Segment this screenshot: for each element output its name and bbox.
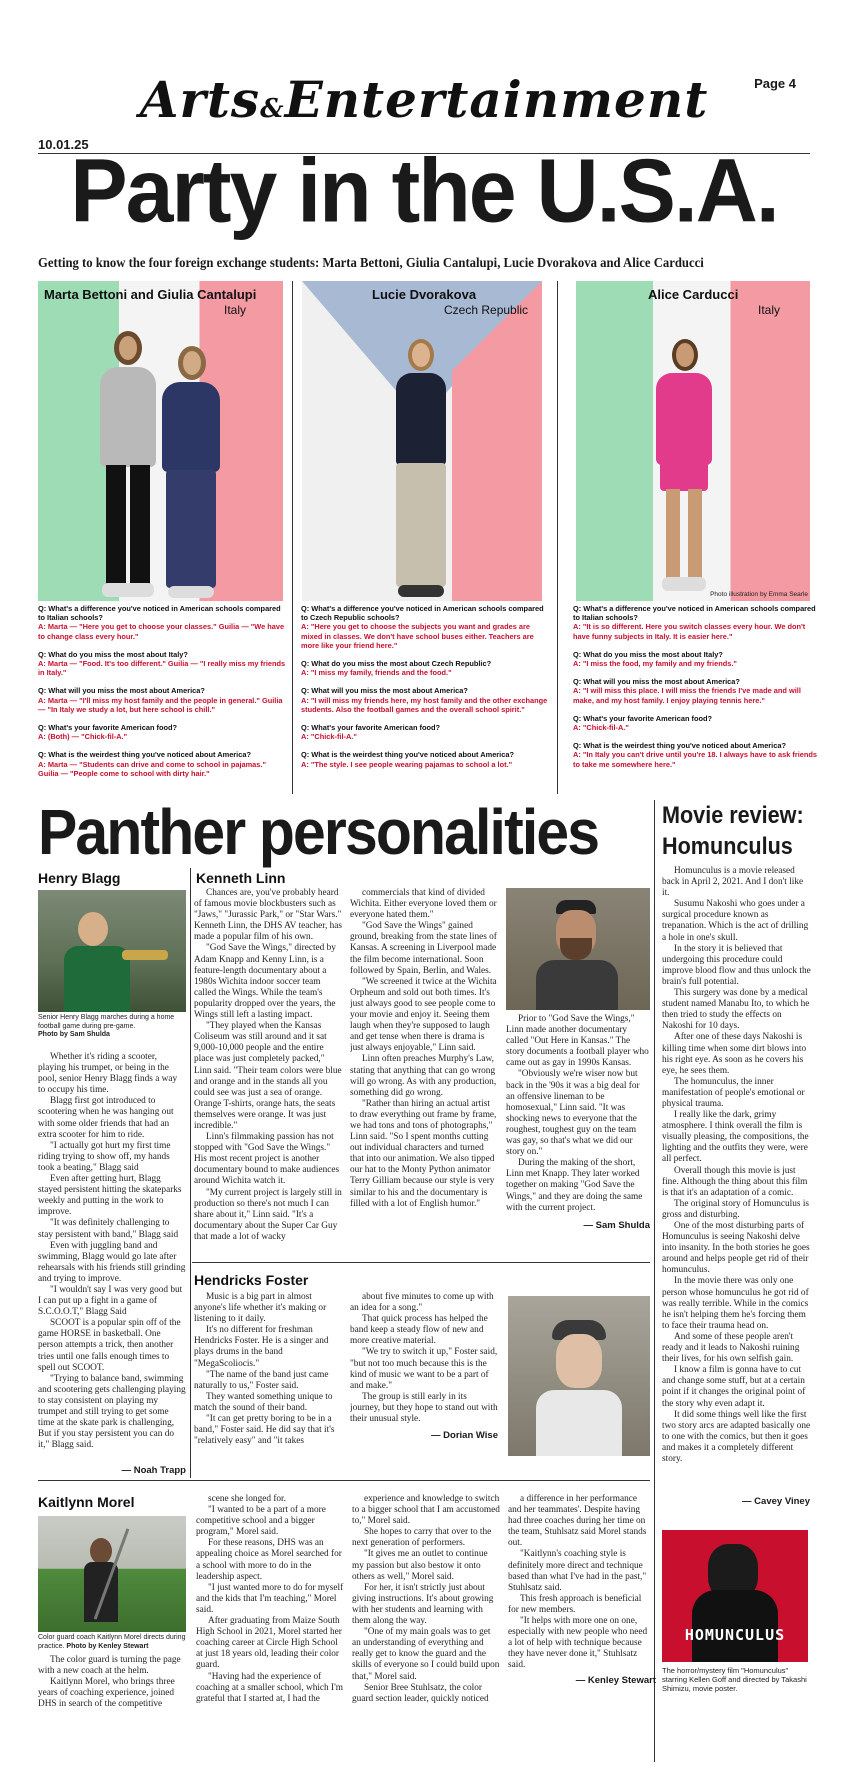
article-movie-review [662,866,812,1496]
student-photo-giulia [158,346,224,601]
qa-question: Q: What's your favorite American food? [573,713,713,723]
paragraph: After graduating from Maize South High School in 2021, Morel started her coaching career at Circle High School at just 18 years old, leading their color guard. [196,1616,342,1671]
paragraph: commercials that kind of divided Wichita. Either everyone loved them or everyone hated them." [350,888,497,921]
qa-italy-pair [38,604,288,787]
qa-question: Q: What's a difference you've noticed in American schools compared to Italian schools? [573,604,816,623]
paragraph: scene she longed for. [208,1494,286,1504]
paragraph: Overall though this movie is just fine. Although the thing about this film is that it's an adaptation of a comic. [662,1165,808,1198]
paragraph: One of the most disturbing parts of Homunculus is seeing Nakoshi delve into insanity. In the both stories he goes around and helps people get rid of their homunculus. [662,1221,810,1276]
paragraph: The group is still early in its journey, but they hope to stand out with their unusual style. [350,1391,498,1424]
qa-answer: A: "Here you get to choose the subjects you want and grades are mixed in classes. We don't have school buses either. Teachers are more like your friend here." [301,622,534,650]
section-title-panther-personalities: Panther personalities [38,796,599,868]
paragraph: Chances are, you've probably heard of famous movie blockbusters such as "Jaws," "Jurassic Park," or "Star Wars." Kenneth Linn, the DHS AV teacher, has made a popular film of his own. [194,888,342,943]
qa-answer: A: "I will miss this place. I will miss the friends I've made and will make, and my host family. I enjoy playing tennis here." [573,686,801,705]
photo-credit: Photo by Kenley Stewart [66,1642,149,1650]
paragraph: This fresh approach is beneficial for new members. [508,1593,642,1615]
movie-review-label: Movie review: [662,802,804,829]
masthead-entertainment: Entertainment [284,70,709,129]
paragraph: "The name of the band just came naturally to us," Foster said. [194,1369,329,1391]
panel-country: Italy [224,303,247,317]
student-photo-marta [96,331,160,601]
article-kaitlynn-col0 [38,1655,186,1765]
photo-hendricks-foster [508,1296,650,1456]
panel-name: Lucie Dvorakova [372,287,477,302]
article-kaitlynn-col1 [196,1494,344,1764]
article-kaitlynn-col3 [508,1494,650,1674]
qa-answer: A: "The style. I see people wearing pajamas to school a lot." [301,759,513,769]
paragraph: "One of my main goals was to get an understanding of everything and really get to know the guard and the skills of everyone so I could build upon that," Morel said. [352,1627,500,1682]
article-kaitlynn-col2 [352,1494,500,1764]
caption-henry-blagg [38,1014,188,1040]
qa-answer: A: "I miss the food, my family and my friends." [573,659,737,669]
masthead-arts: Arts [139,70,261,129]
panel-country: Italy [758,303,781,317]
byline-kenneth-linn: — Sam Shulda [583,1220,650,1231]
paragraph: I know a film is gonna have to cut and change some stuff, but at a certain point if it changes the original point of the story why even adapt it. [662,1365,806,1409]
paragraph: "Trying to balance band, swimming and scootering gets challenging playing to stay consistent on playing my trumpet and still trying to get some time at the skate park is challenging, But if you stay persistent you can do it," Blagg said. [38,1373,186,1451]
column-divider [292,281,293,794]
byline-movie-review: — Cavey Viney [742,1496,810,1507]
section-rule [38,1480,650,1481]
qa-question: Q: What will you miss the most about America? [38,686,205,696]
qa-answer: A: "Chick-fil-A." [301,732,357,742]
deck: Getting to know the four foreign exchange students: Marta Bettoni, Giulia Cantalupi, Lucie Dvorakova and Alice Carducci [38,255,704,270]
paragraph: "God Save the Wings," directed by Adam Knapp and Kenny Linn, is a feature-length documentary about a 1980s Wichita indoor soccer team called the Wings. While the team's popularity dropped over the years, the Wings still left a lasting impact. [194,943,336,1021]
byline-henry-blagg: — Noah Trapp [121,1465,186,1476]
paragraph: "Obviously we're wiser now but back in the '90s it was a big deal for an offensive lineman to be homosexual," Linn said. "It was shocking news to everyone that the roughest, toughest guy on the team was gay, so that's what we did our story on." [506,1069,640,1158]
panel-name: Marta Bettoni and Giulia Cantalupi [44,287,257,302]
paragraph: Homunculus is a movie released back in April 2, 2021. And I don't like it. [662,866,804,899]
qa-question: Q: What is the weirdest thing you've noticed about America? [301,750,514,760]
qa-answer: A: "In Italy you can't drive until you're 18. I always have to ask friends to take me somewhere here." [573,750,818,769]
subhead-kenneth-linn: Kenneth Linn [196,870,286,886]
paragraph: Music is a big part in almost anyone's life whether it's making or listening to it daily. [194,1292,327,1325]
paragraph: Linn's filmmaking passion has not stopped with "God Save the Wings." His most recent project is another documentary bound to make audiences around Wichita watch it. [194,1132,340,1187]
caption-movie-poster: The horror/mystery film "Homunculus" starring Kellen Goff and directed by Takashi Shimizu, movie poster. [662,1666,807,1693]
photo-illustration-credit: Photo illustration by Emma Searle [710,591,808,598]
qa-answer: A: "I will miss my friends here, my host family and the other exchange students. Also the football games and the overall school spirit." [301,695,548,714]
paragraph: For her, it isn't strictly just about giving instructions. It's about growing with her students and learning with them along the way. [352,1582,494,1627]
paragraph: "It was definitely challenging to stay persistent with band," Blagg said [38,1218,179,1240]
subhead-kaitlynn-morel: Kaitlynn Morel [38,1494,135,1510]
qa-question: Q: What's a difference you've noticed in American schools compared to Czech Republic schools? [301,604,544,623]
byline-kaitlynn-morel: — Kenley Stewart [575,1675,656,1686]
paragraph: "It can get pretty boring to be in a band," Foster said. He did say that it's "relatively easy" and "it takes [194,1414,335,1447]
paragraph: In the movie there was only one person whose homunculus he got rid of was really terrible. While in the comics he isn't helping them he's forcing them to face their trauma head on. [662,1276,809,1331]
paragraph: She hopes to carry that over to the next generation of performers. [352,1527,492,1549]
paragraph: "We try to switch it up," Foster said, "but not too much because this is the kind of music we want to be a part of and make." [350,1347,498,1391]
paragraph: Even after getting hurt, Blagg stayed persistent hitting the skateparks weekly and putting in the work to improve. [38,1174,182,1218]
paragraph: After one of these days Nakoshi is killing time when some dirt blows into his right eye. As soon as he covers his eye, he sees them. [662,1032,807,1076]
paragraph: It did some things well like the first two story arcs are adapted basically one to one with the comics, but then it goes and makes it a completely different story. [662,1409,811,1464]
masthead-ampersand: & [260,94,285,124]
paragraph: They wanted something unique to match the sound of their band. [194,1391,333,1413]
movie-review-title [662,800,804,862]
qa-question: Q: What is the weirdest thing you've noticed about America? [573,741,786,751]
paragraph: The color guard is turning the page with a new coach at the helm. [38,1655,181,1677]
panel-italy-pair [38,281,283,601]
paragraph: "My current project is largely still in production so there's not much I can share about it," Linn said. "It's a documentary about the Super Car Guy that made a lot of wacky [194,1187,342,1242]
qa-italy-alice [573,604,819,778]
qa-czech [301,604,551,778]
qa-question: Q: What's your favorite American food? [38,723,178,733]
paragraph: "It helps with more one on one, especially with new people who need a lot of help with technique because they have never done it," Stuhlsatz said. [508,1616,648,1671]
panel-italy-alice [576,281,810,601]
subhead-henry-blagg: Henry Blagg [38,870,121,886]
panel-name: Alice Carducci [648,287,739,302]
paragraph: The homunculus, the inner manifestation of people's emotional or physical trauma. [662,1076,805,1109]
paragraph: experience and knowledge to switch to a bigger school that I am accustomed to," Morel said. [352,1494,500,1527]
qa-answer: A: Marta — "I'll miss my host family and the people in general." Guilia — "In Italy we study a lot, but here school is chill." [38,695,283,714]
photo-henry-blagg [38,890,186,1012]
masthead [0,70,848,129]
paragraph: Prior to "God Save the Wings," Linn made another documentary called "Out Here in Kansas." The story documents a football player who came out as gay in 1990s Kansas. [506,1014,649,1069]
paragraph: "I just wanted more to do for myself and the kids that I'm teaching," Morel said. [196,1582,344,1615]
qa-question: Q: What's a difference you've noticed in American schools compared to Italian schools? [38,604,281,623]
byline-hendricks-foster: — Dorian Wise [431,1430,498,1441]
paragraph: "I actually got hurt my first time riding trying to show off, my hands took a beating," Blagg said [38,1140,171,1173]
movie-review-film: Homunculus [662,833,793,860]
poster-title: HOMUNCULUS [684,1626,786,1644]
page-number: Page 4 [754,76,796,91]
paragraph: I really like the dark, grimy atmosphere. I think overall the film is visually pleasing, the compositions, the lighting and the outfits they were, were all perfect. [662,1110,809,1165]
article-henry-blagg [38,1052,186,1460]
paragraph: "I wanted to be a part of a more competitive school and a bigger program," Morel said. [196,1505,326,1538]
paragraph: During the making of the short, Linn met Knapp. They later worked together on making "God Save the Wings," and they are doing the same with the current project. [506,1158,643,1213]
qa-question: Q: What is the weirdest thing you've noticed about America? [38,750,251,760]
qa-question: Q: What will you miss the most about America? [301,686,468,696]
qa-answer: A: (Both) — "Chick-fil-A." [38,732,128,742]
paragraph: Linn often preaches Murphy's Law, stating that anything that can go wrong will go wrong. As with any production, something did go wrong. [350,1054,497,1098]
qa-question: Q: What do you miss the most about Italy? [573,649,723,659]
caption-text: Color guard coach Kaitlynn Morel directs during practice. [38,1634,186,1650]
paragraph: This surgery was done by a medical student named Manabu Ito, to which he then tried to study the effects on Nakoshi for 10 days. [662,988,810,1032]
qa-answer: A: Marta — "Students can drive and come to school in pajamas." Guilia — "People come to school with dirty hair." [38,759,266,778]
paragraph: SCOOT is a popular spin off of the game HORSE in basketball. One person attempts a trick, then another tries until one falls enough times to spell out SCOOT. [38,1318,181,1373]
paragraph: "They played when the Kansas Coliseum was still around and it sat 9,000-10,000 people and the entire place was just completely packed," Linn said. "Their team colors were blue and orange and in the stands all you could see was just a sea of orange. Orange T-shirts, orange hats, the seats themselves were orange. It was just incredible." [194,1021,342,1131]
paragraph: That quick process has helped the band keep a steady flow of new and more creative material. [350,1314,488,1347]
paragraph: Kaitlynn Morel, who brings three years of coaching experience, joined DHS in search of the competitive [38,1677,175,1710]
caption-kaitlynn-morel [38,1634,188,1651]
article-kenneth-linn-col2 [350,888,498,1258]
photo-credit: Photo by Sam Shulda [38,1031,110,1039]
qa-question: Q: What do you miss the most about Italy? [38,649,188,659]
qa-question: Q: What will you miss the most about America? [573,677,740,687]
paragraph: Whether it's riding a scooter, playing his trumpet, or being in the pool, senior Henry Blagg finds a way to occupy his time. [38,1052,178,1096]
article-kenneth-linn-col3 [506,1014,650,1216]
paragraph: Senior Bree Stuhlsatz, the color guard section leader, quickly noticed [352,1682,489,1704]
paragraph: "Rather than hiring an actual artist to draw everything out frame by frame, we had tons and tons of photographs," Linn said. "So I spent months cutting out individual characters and turned that into our animation. We also tipped our hat to the Monty Python animator Terry Gilliam because our style is very similar to his and the documentary is filled with a lot of English humor." [350,1098,497,1209]
student-photo-lucie [388,339,454,601]
article-hendricks-col1 [194,1292,342,1456]
qa-answer: A: Marta — "Food. It's too different." Guilia — "I really miss my friends in Italy." [38,659,286,678]
paragraph: Susumu Nakoshi who goes under a surgical procedure known as trepanation. Which is the act of drilling a hole in one's skull. [662,899,809,943]
student-photo-alice [650,339,718,601]
section-rule [192,1262,650,1263]
movie-poster-homunculus [662,1530,808,1662]
caption-text: Senior Henry Blagg marches during a home football game during pre-game. [38,1014,175,1030]
paragraph: "Having had the experience of coaching at a smaller school, which I'm grateful that I started at, I had the [196,1671,344,1704]
subhead-hendricks-foster: Hendricks Foster [194,1272,309,1288]
issue-date: 10.01.25 [38,137,89,152]
column-divider [654,800,655,1762]
photo-kenneth-linn [506,888,650,1010]
qa-answer: A: Marta — "Here you get to choose your classes." Guilia — "We have to change class every hour." [38,622,285,641]
article-kenneth-linn-col1 [194,888,342,1258]
panel-country: Czech Republic [444,303,529,317]
qa-answer: A: "I miss my family, friends and the food." [301,668,452,678]
paragraph: The original story of Homunculus is gross and disturbing. [662,1198,810,1220]
paragraph: "We screened it twice at the Wichita Orpheum and sold out both times. It's just always good to see people come to your movie and enjoy it. Seeing them laugh when they're supposed to laugh and get tense when there is drama is just always enjoyable," Linn said. [350,976,497,1054]
paragraph: Blagg first got introduced to scootering when he was hanging out with some older friends that had an extra scooter for him to ride. [38,1096,174,1140]
paragraph: Even with juggling band and swimming, Blagg would go late after rehearsals with his friends still grinding and trying to improve. [38,1240,186,1284]
paragraph: In the story it is believed that undergoing this procedure could improve blood flow and thus unlock the brain's full potential. [662,943,811,987]
article-hendricks-col2 [350,1292,498,1424]
paragraph: For these reasons, DHS was an appealing choice as Morel searched for a school with more to do in the leadership aspect. [196,1538,342,1582]
paragraph: "God Save the Wings" gained ground, breaking from the state lines of Kansas. A screening in Liverpool made the film become international. Soon followed by Spain, Berlin, and Wales. [350,921,497,976]
main-headline: Party in the U.S.A. [70,140,778,242]
qa-answer: A: "It is so different. Here you switch classes every hour. We don't have funny subjects in Italy. It is easier here." [573,622,806,641]
qa-question: Q: What's your favorite American food? [301,723,441,733]
paragraph: It's no different for freshman Hendricks Foster. He is a singer and plays drums in the band "MegaScoliocis." [194,1325,329,1369]
paragraph: "Kaitlynn's coaching style is definitely more direct and technique based than what I've had in the past," Stuhlsatz said. [508,1549,647,1593]
paragraph: "I wouldn't say I was very good but I can put up a fight in a game of S.C.O.O.T," Blagg Said [38,1284,183,1318]
qa-question: Q: What do you miss the most about Czech Republic? [301,659,492,669]
paragraph: about five minutes to come up with an idea for a song." [350,1292,494,1314]
column-divider [557,281,558,794]
paragraph: a difference in her performance and her teammates'. Despite having had three coaches during her time on the team, Stuhlsatz said Morel stands out. [508,1494,647,1549]
paragraph: "It gives me an outlet to continue my passion but also bestow it onto others as well," Morel said. [352,1549,488,1582]
qa-answer: A: "Chick-fil-A." [573,723,629,733]
panel-czech [302,281,542,601]
paragraph: And some of these people aren't ready and it leads to Nakoshi ruining their lives, for his own selfish gain. [662,1331,800,1365]
column-divider [190,868,191,1478]
photo-kaitlynn-morel [38,1516,186,1632]
